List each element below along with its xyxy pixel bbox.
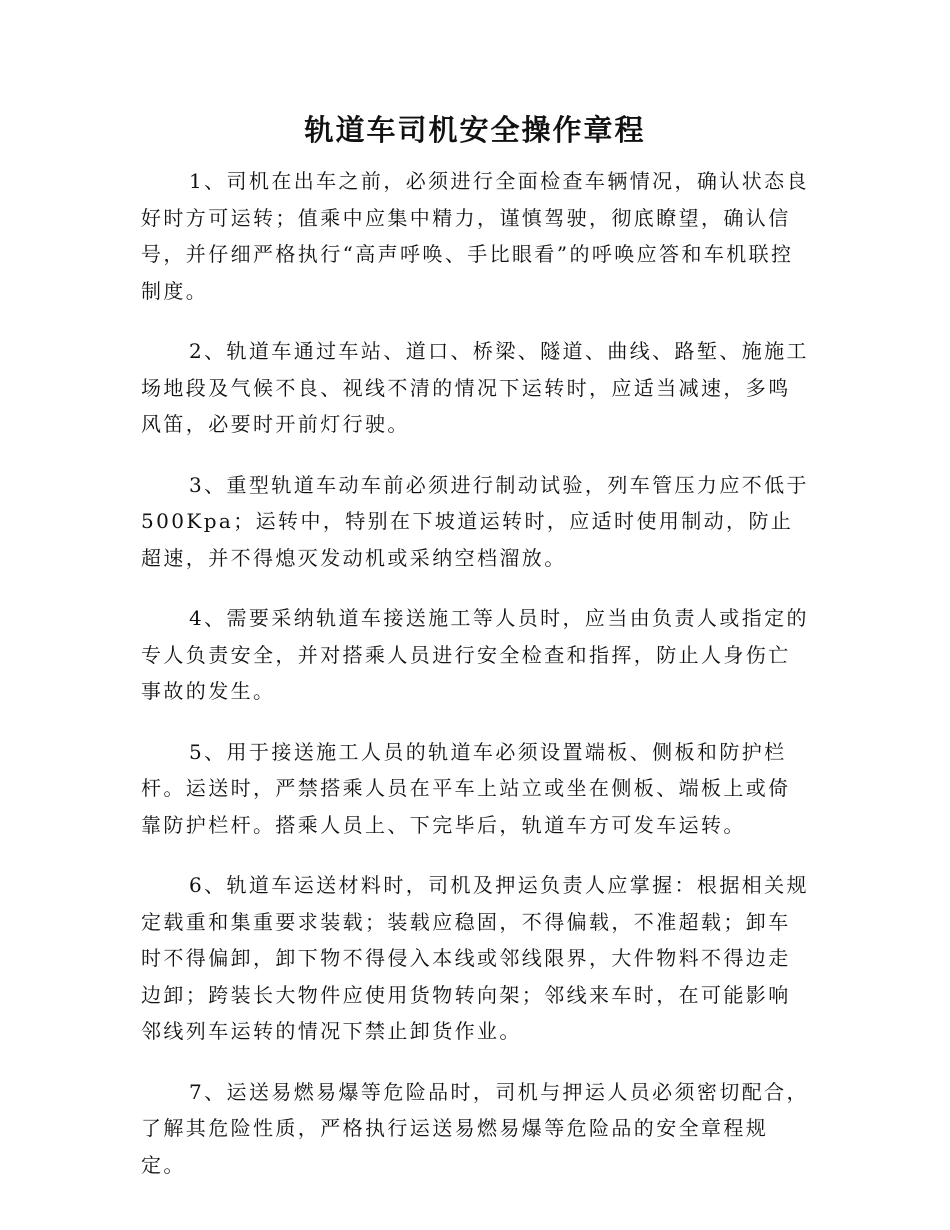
- paragraph-3: 3、重型轨道车动车前必须进行制动试验，列车管压力应不低于500Kpa；运转中，特别在下坡道运转时，应适时使用制动，防止超速，并不得熄灭发动机或采纳空档溜放。: [141, 472, 809, 570]
- paragraph-2: 2、轨道车通过车站、道口、桥梁、隧道、曲线、路堑、施施工场地段及气候不良、视线不清的情况下运转时，应适当减速，多鸣风笛，必要时开前灯行驶。: [141, 339, 809, 436]
- paragraph-5: 5、用于接送施工人员的轨道车必须设置端板、侧板和防护栏杆。运送时，严禁搭乘人员在平车上站立或坐在侧板、端板上或倚靠防护栏杆。搭乘人员上、下完毕后，轨道车方可发车运转。: [141, 739, 791, 837]
- document-title: 轨道车司机安全操作章程: [304, 113, 646, 147]
- paragraph-1: 1、司机在出车之前，必须进行全面检查车辆情况，确认状态良好时方可运转；值乘中应集中精力，谨慎驾驶，彻底瞭望，确认信号，并仔细严格执行“高声呼唤、手比眼看”的呼唤应答和车机联控制度。: [141, 169, 809, 303]
- document-body: [141, 163, 809, 1207]
- paragraph-6: 6、轨道车运送材料时，司机及押运负责人应掌握：根据相关规定载重和集重要求装载；装载应稳固，不得偏载，不准超载；卸车时不得偏卸，卸下物不得侵入本线或邻线限界，大件物料不得边走边卸；跨装长大物件应使用货物转向架；邻线来车时，在可能影响邻线列车运转的情况下禁止卸货作业。: [141, 873, 809, 1043]
- paragraph-7: 7、运送易燃易爆等危险品时，司机与押运人员必须密切配合，了解其危险性质，严格执行运送易燃易爆等危险品的安全章程规定。: [141, 1079, 809, 1177]
- paragraph-4: 4、需要采纳轨道车接送施工等人员时，应当由负责人或指定的专人负责安全，并对搭乘人员进行安全检查和指挥，防止人身伤亡事故的发生。: [141, 606, 809, 703]
